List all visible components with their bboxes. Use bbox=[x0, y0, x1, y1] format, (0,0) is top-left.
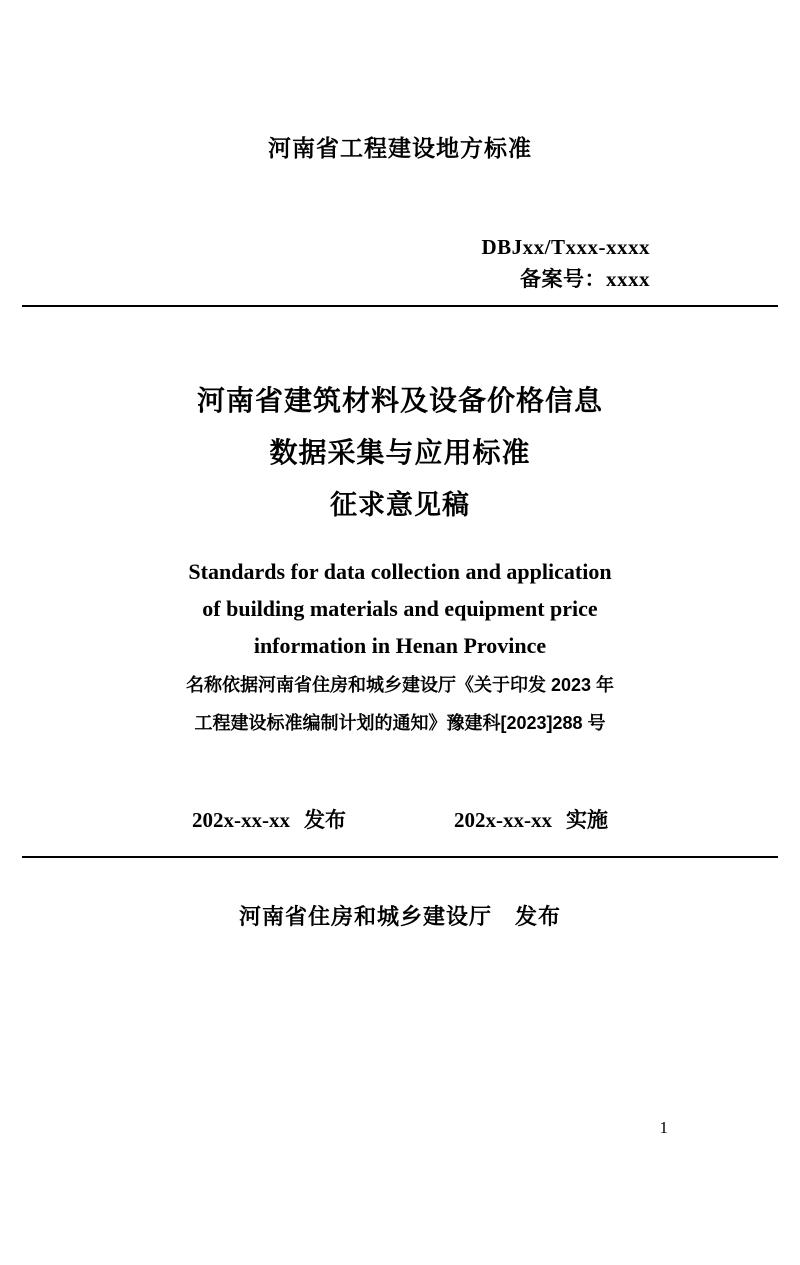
standard-code: DBJxx/Txxx-xxxx bbox=[481, 235, 650, 259]
record-number: 备案号：xxxx bbox=[520, 267, 650, 291]
document-page bbox=[0, 130, 800, 1265]
publisher-line: 河南省住房和城乡建设厅 发布 bbox=[238, 904, 561, 929]
release-date-group bbox=[192, 804, 346, 834]
document-title-english bbox=[22, 553, 778, 664]
title-zh-line-1: 河南省建筑材料及设备价格信息 bbox=[196, 385, 603, 416]
release-date: 202x-xx-xx bbox=[192, 808, 290, 832]
approval-note-line-1: 名称依据河南省住房和城乡建设厅《关于印发 2023 年 bbox=[185, 675, 615, 695]
title-en-line-1: Standards for data collection and application bbox=[188, 559, 612, 584]
standard-code-block bbox=[22, 231, 778, 295]
title-en-line-2: of building materials and equipment price bbox=[202, 596, 598, 621]
page-number: 1 bbox=[659, 1118, 668, 1137]
title-en-line-3: information in Henan Province bbox=[253, 633, 547, 658]
title-zh-line-2: 数据采集与应用标准 bbox=[269, 437, 531, 468]
page-header-title: 河南省工程建设地方标准 bbox=[268, 135, 532, 161]
divider-bottom bbox=[22, 856, 778, 858]
document-title-chinese bbox=[22, 375, 778, 531]
effective-date: 202x-xx-xx bbox=[454, 808, 552, 832]
effective-label: 实施 bbox=[566, 809, 608, 832]
dates-row bbox=[22, 804, 778, 834]
approval-note-line-2: 工程建设标准编制计划的通知》豫建科[2023]288 号 bbox=[194, 713, 606, 733]
approval-note bbox=[22, 666, 778, 742]
effective-date-group bbox=[454, 804, 608, 834]
divider-top bbox=[22, 305, 778, 307]
release-label: 发布 bbox=[304, 809, 346, 832]
dates-spacer bbox=[346, 804, 454, 834]
title-zh-line-3: 征求意见稿 bbox=[330, 490, 470, 520]
